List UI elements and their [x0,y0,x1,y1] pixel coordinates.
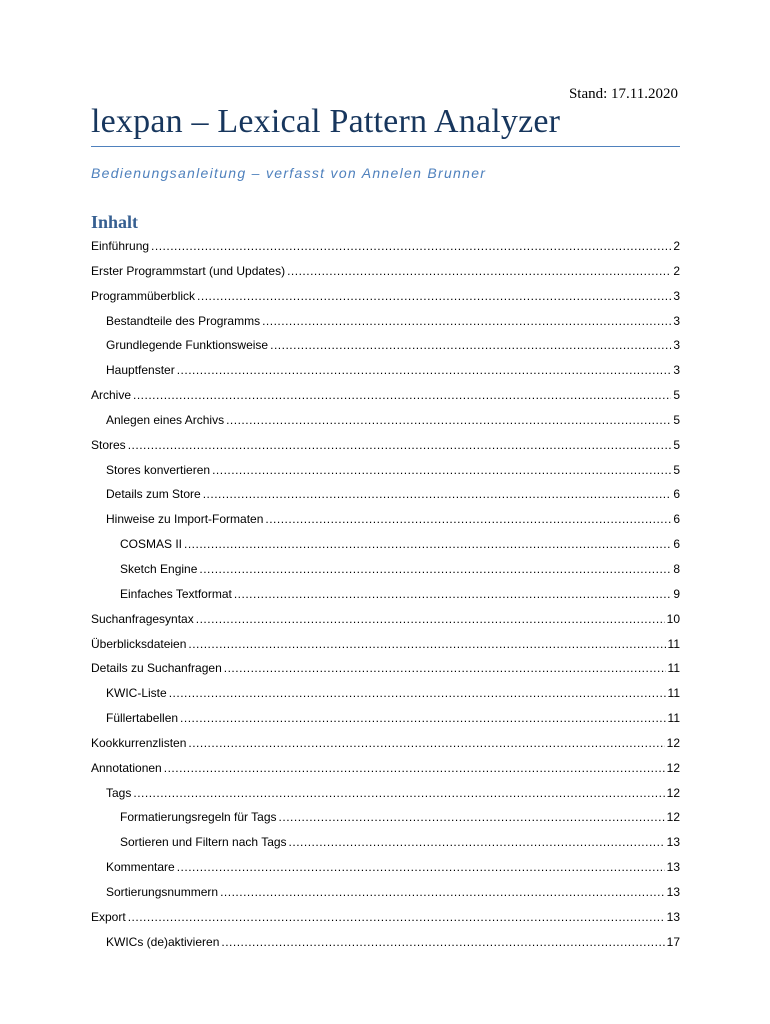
toc-entry-page-number: 3 [673,288,680,303]
toc-entry-page-number: 5 [673,412,680,427]
toc-entry-label: Sortierungsnummern [106,884,219,899]
table-of-contents [91,236,680,956]
toc-dot-leader [177,360,672,380]
toc-entry-label: Sortieren und Filtern nach Tags [120,835,287,850]
toc-entry-label: Erster Programmstart (und Updates) [91,263,286,278]
toc-entry[interactable] [91,559,680,584]
toc-entry-label: Einfaches Textformat [120,586,232,601]
toc-dot-leader [151,236,671,256]
toc-entry-page-number: 2 [673,263,680,278]
toc-entry[interactable] [91,783,680,808]
toc-entry-page-number: 11 [667,711,680,726]
toc-entry-page-number: 3 [673,363,680,378]
title-underline [91,146,680,147]
toc-entry[interactable] [91,410,680,435]
toc-entry-page-number: 3 [673,338,680,353]
toc-entry-label: Stores [91,437,126,452]
toc-entry-page-number: 13 [666,860,680,875]
toc-entry-label: Überblicksdateien [91,636,187,651]
toc-entry-page-number: 8 [673,561,680,576]
toc-entry-page-number: 11 [667,636,680,651]
toc-heading: Inhalt [91,212,139,232]
toc-entry[interactable] [91,683,680,708]
toc-entry-label: Suchanfragesyntax [91,611,194,626]
toc-dot-leader [128,435,672,455]
toc-entry-page-number: 13 [666,884,680,899]
toc-entry[interactable] [91,360,680,385]
toc-dot-leader [196,609,665,629]
toc-dot-leader [184,534,671,554]
toc-entry[interactable] [91,484,680,509]
toc-entry-page-number: 12 [666,810,680,825]
toc-entry-page-number: 3 [673,313,680,328]
toc-entry-label: Details zum Store [106,487,201,502]
toc-dot-leader [133,783,664,803]
toc-entry-label: Hauptfenster [106,363,175,378]
toc-entry-label: Archive [91,388,132,403]
toc-dot-leader [262,311,671,331]
toc-entry[interactable] [91,807,680,832]
toc-entry[interactable] [91,857,680,882]
toc-entry[interactable] [91,733,680,758]
toc-entry-label: Füllertabellen [106,711,179,726]
toc-entry[interactable] [91,311,680,336]
toc-entry[interactable] [91,435,680,460]
toc-entry[interactable] [91,832,680,857]
toc-dot-leader [270,335,671,355]
toc-entry[interactable] [91,758,680,783]
toc-entry-label: Formatierungsregeln für Tags [120,810,277,825]
toc-entry-label: Anlegen eines Archivs [106,412,225,427]
toc-entry-label: Tags [106,785,132,800]
toc-entry-page-number: 17 [666,934,680,949]
toc-dot-leader [234,584,671,604]
toc-dot-leader [133,385,671,405]
toc-entry[interactable] [91,882,680,907]
toc-entry[interactable] [91,634,680,659]
toc-entry-label: Bestandteile des Programms [106,313,261,328]
toc-entry-label: Grundlegende Funktionsweise [106,338,269,353]
toc-entry-page-number: 5 [673,388,680,403]
toc-entry-page-number: 11 [667,686,680,701]
toc-dot-leader [203,484,672,504]
toc-dot-leader [188,733,664,753]
toc-entry[interactable] [91,385,680,410]
toc-dot-leader [177,857,665,877]
toc-entry-page-number: 13 [666,909,680,924]
toc-entry-label: Annotationen [91,760,162,775]
toc-entry[interactable] [91,509,680,534]
toc-entry-label: Hinweise zu Import-Formaten [106,512,264,527]
toc-entry[interactable] [91,460,680,485]
toc-dot-leader [197,286,671,306]
toc-entry[interactable] [91,708,680,733]
toc-dot-leader [169,683,666,703]
toc-entry-page-number: 5 [673,462,680,477]
toc-entry-label: Programmüberblick [91,288,196,303]
toc-entry-label: COSMAS II [120,537,183,552]
toc-entry[interactable] [91,335,680,360]
toc-entry-page-number: 2 [673,239,680,253]
toc-entry-page-number: 12 [666,735,680,750]
toc-entry-page-number: 12 [666,785,680,800]
toc-entry[interactable] [91,261,680,286]
toc-dot-leader [265,509,671,529]
toc-entry-label: Kookkurrenzlisten [91,735,187,750]
document-title: lexpan – Lexical Pattern Analyzer [91,103,561,140]
toc-entry[interactable] [91,932,680,957]
toc-entry-page-number: 11 [667,661,680,676]
toc-dot-leader [164,758,665,778]
toc-entry-label: Details zu Suchanfragen [91,661,222,676]
toc-dot-leader [289,832,665,852]
toc-dot-leader [128,907,665,927]
toc-dot-leader [287,261,671,281]
toc-entry-label: Export [91,909,126,924]
toc-dot-leader [279,807,665,827]
toc-dot-leader [180,708,665,728]
toc-entry-page-number: 9 [673,586,680,601]
toc-dot-leader [199,559,671,579]
date-stamp: Stand: 17.11.2020 [568,86,678,102]
toc-entry-label: Einführung [91,239,150,253]
toc-entry-page-number: 13 [666,835,680,850]
toc-entry-page-number: 6 [673,487,680,502]
toc-dot-leader [212,460,671,480]
toc-dot-leader [220,882,665,902]
toc-entry-page-number: 5 [673,437,680,452]
toc-entry-page-number: 10 [666,611,680,626]
toc-entry-label: Stores konvertieren [106,462,211,477]
toc-dot-leader [188,634,665,654]
toc-entry-page-number: 12 [666,760,680,775]
toc-entry-page-number: 6 [673,512,680,527]
toc-entry-label: Kommentare [106,860,175,875]
toc-entry[interactable] [91,534,680,559]
toc-entry[interactable] [91,907,680,932]
toc-entry[interactable] [91,286,680,311]
toc-dot-leader [221,932,664,952]
toc-entry[interactable] [91,658,680,683]
toc-dot-leader [224,658,666,678]
document-subtitle: Bedienungsanleitung – verfasst von Annelen Brunner [91,165,487,181]
toc-entry-label: Sketch Engine [120,561,198,576]
toc-entry[interactable] [91,236,680,261]
toc-entry[interactable] [91,609,680,634]
toc-dot-leader [226,410,671,430]
toc-entry-label: KWICs (de)aktivieren [106,934,220,949]
toc-entry-label: KWIC-Liste [106,686,167,701]
toc-entry-page-number: 6 [673,537,680,552]
toc-entry[interactable] [91,584,680,609]
